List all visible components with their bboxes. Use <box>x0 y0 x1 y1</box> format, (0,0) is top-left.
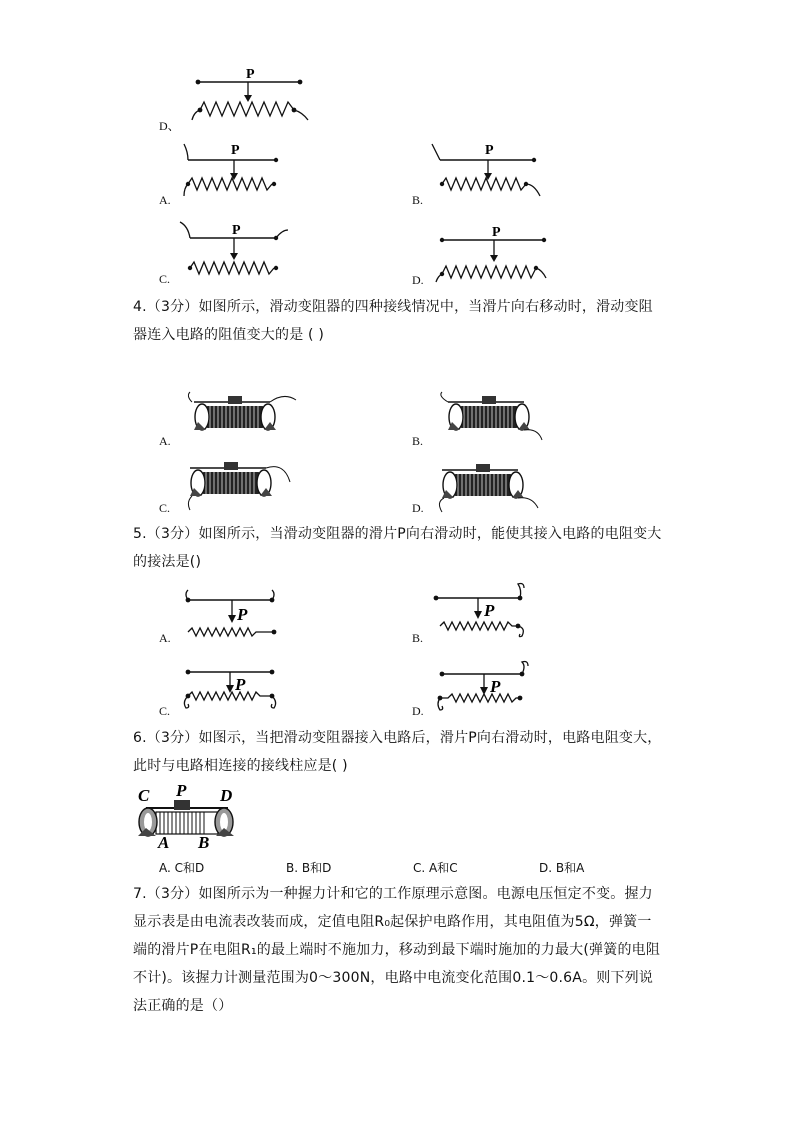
q4-option-a-label: A. <box>159 434 171 448</box>
q4-figure-c <box>180 458 300 510</box>
q5-figure-c <box>180 664 290 720</box>
terminal-c-label: C <box>138 786 150 805</box>
q5-option-a-label: A. <box>159 631 171 645</box>
q7-text: 7.（3分）如图所示为一种握力计和它的工作原理示意图。电源电压恒定不变。握力显示表是由电流表改装而成，定值电阻R₀起保护电路作用，其电阻值为5Ω，弹簧一端的滑片P在电阻R₁的最上端时不施加力，移动到最下端时施加的力最大(弹簧的电阻不计)。该握力计测量范围为0～300N，电路中电流变化范围0.1～0.6A。则下列说法正确的是（） <box>133 886 661 1014</box>
slider-letter: P <box>484 601 495 620</box>
q3-figure-a <box>180 138 285 198</box>
q5-option-b-label: B. <box>412 631 424 645</box>
q3-option-d-large-label: D、 <box>159 119 180 133</box>
q4-option-c-label: C. <box>159 501 171 515</box>
slider-letter: P <box>231 143 240 158</box>
q5-figure-a <box>180 588 290 640</box>
q5-figure-b <box>430 580 540 640</box>
q6-text: 6.（3分）如图示，当把滑动变阻器接入电路后，滑片P向右滑动时，电路电阻变大，此时与电路相连接的接线柱应是( ) <box>133 730 662 774</box>
q5-text: 5.（3分）如图所示，当滑动变阻器的滑片P向右滑动时，能使其接入电路的电阻变大的接法是() <box>133 526 662 570</box>
slider-letter: P <box>490 677 501 696</box>
q5-option-c-label: C. <box>159 704 171 718</box>
q3-option-d-label: D. <box>412 273 424 287</box>
slider-letter: P <box>492 225 501 240</box>
q4-figure-b <box>438 392 558 442</box>
q6-option-b: B. B和D <box>286 861 332 875</box>
slider-letter: P <box>246 67 255 82</box>
q4-option-d-label: D. <box>412 501 424 515</box>
terminal-a-label: A <box>158 833 170 852</box>
q3-option-a-label: A. <box>159 193 171 207</box>
q3-figure-d-large <box>190 60 315 125</box>
q6-option-d: D. B和A <box>539 861 585 875</box>
slider-letter: P <box>237 605 248 624</box>
q3-figure-c <box>176 216 291 281</box>
q4-figure-a <box>184 392 304 442</box>
q4-figure-d <box>432 460 552 512</box>
q6-option-c: C. A和C <box>413 861 458 875</box>
q3-option-c-label: C. <box>159 272 171 286</box>
q5-option-d-label: D. <box>412 704 424 718</box>
q5-figure-d <box>436 658 546 718</box>
slider-letter: P <box>235 675 246 694</box>
slider-letter: P <box>232 223 241 238</box>
q3-figure-b <box>430 138 545 198</box>
terminal-d-label: D <box>220 786 233 805</box>
slider-p-label: P <box>176 781 187 800</box>
terminal-b-label: B <box>198 833 210 852</box>
slider-letter: P <box>485 143 494 158</box>
q3-option-b-label: B. <box>412 193 424 207</box>
q4-option-b-label: B. <box>412 434 424 448</box>
q3-figure-d <box>432 218 552 283</box>
q6-rheostat-figure <box>132 782 242 850</box>
q6-option-a: A. C和D <box>159 861 205 875</box>
q4-text: 4.（3分）如图所示，滑动变阻器的四种接线情况中，当滑片向右移动时，滑动变阻器连入电路的阻值变大的是 ( ) <box>133 299 653 343</box>
